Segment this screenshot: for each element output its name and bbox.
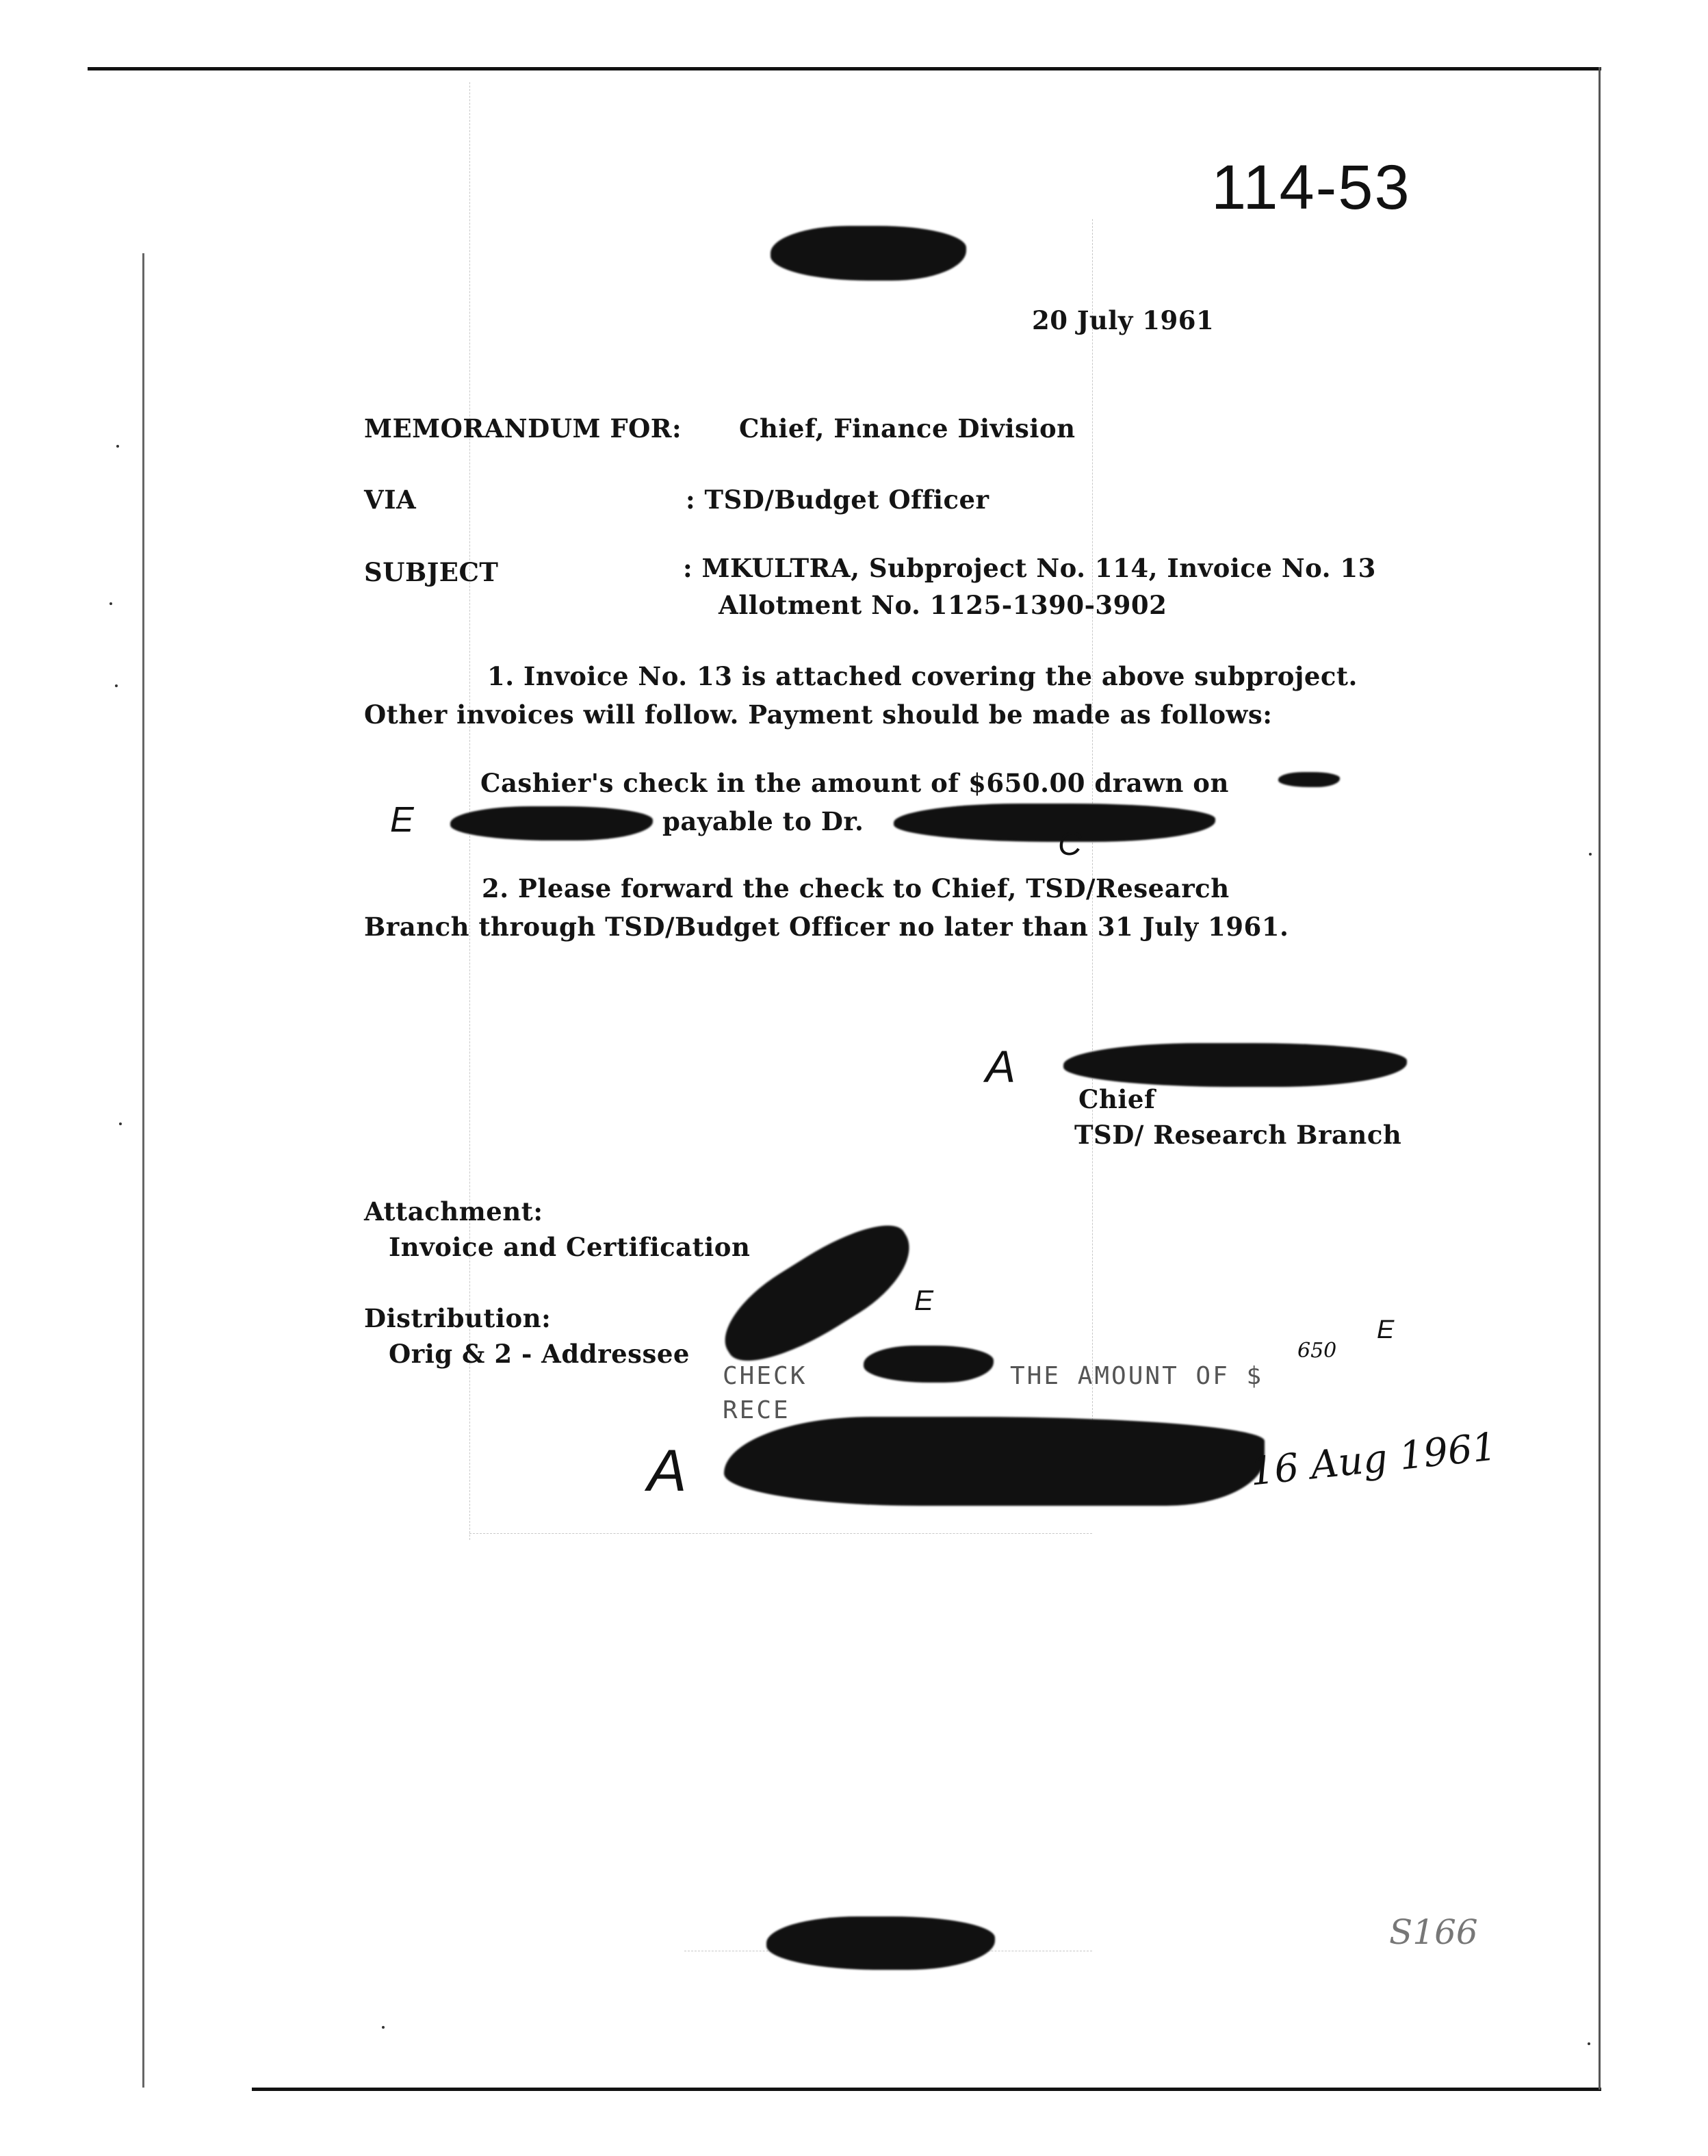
check-line1: Cashier's check in the amount of $650.00 drawn on <box>480 768 1229 798</box>
signature-title-1: Chief <box>1078 1084 1156 1114</box>
scan-speck <box>109 602 112 605</box>
redaction-top <box>771 226 966 281</box>
via-label: VIA <box>364 485 417 515</box>
signature-mark: A <box>985 1041 1016 1092</box>
bottom-border <box>252 2088 1601 2091</box>
handwritten-date: 16 Aug 1961 <box>1247 1424 1499 1495</box>
scan-speck <box>119 1122 122 1125</box>
stamp-line1-head: CHECK <box>723 1362 807 1390</box>
redaction-bank-name <box>450 806 653 840</box>
memo-for-label: MEMORANDUM FOR: <box>364 413 682 444</box>
right-edge-line <box>1599 67 1601 2090</box>
paragraph-1-line1: 1. Invoice No. 13 is attached covering the above subproject. <box>487 661 1358 691</box>
paragraph-2-line2: Branch through TSD/Budget Officer no later than 31 July 1961. <box>364 912 1289 942</box>
signature-title-2: TSD/ Research Branch <box>1074 1120 1402 1150</box>
redaction-bank <box>1278 772 1340 787</box>
stamp-amount-mark: E <box>1377 1316 1395 1344</box>
margin-mark-e: E <box>390 800 414 840</box>
subject-value-line2: Allotment No. 1125-1390-3902 <box>719 590 1167 620</box>
redaction-payee <box>894 804 1215 842</box>
paragraph-2-line1: 2. Please forward the check to Chief, TSD/Research <box>482 873 1230 903</box>
scan-speck <box>382 2026 385 2029</box>
receipt-mark: A <box>647 1438 687 1504</box>
margin-mark-e-attachment: E <box>914 1284 934 1316</box>
distribution-item: Orig & 2 - Addressee <box>389 1339 690 1369</box>
stamp-line2: RECE <box>723 1396 790 1424</box>
subject-label: SUBJECT <box>364 557 499 587</box>
top-border <box>88 67 1601 70</box>
stamp-amount: 650 <box>1297 1339 1337 1363</box>
left-edge-line <box>142 253 144 2088</box>
redaction-signature <box>1063 1043 1407 1087</box>
scan-speck <box>116 445 119 448</box>
scan-speck <box>1588 2042 1590 2045</box>
memo-date: 20 July 1961 <box>1032 305 1215 335</box>
scan-speck <box>1589 853 1592 856</box>
stamp-line1-tail: THE AMOUNT OF $ <box>1010 1362 1264 1390</box>
redaction-receipt-signature <box>724 1417 1265 1506</box>
attachment-item: Invoice and Certification <box>389 1232 751 1262</box>
guide-h-1 <box>469 1533 1092 1534</box>
distribution-label: Distribution: <box>364 1303 552 1333</box>
scan-speck <box>115 684 118 687</box>
document-number: 114-53 <box>1211 153 1411 222</box>
memo-for-value: Chief, Finance Division <box>739 413 1076 444</box>
redaction-stamp <box>864 1346 994 1383</box>
attachment-label: Attachment: <box>364 1196 543 1227</box>
via-value: : TSD/Budget Officer <box>686 485 989 515</box>
check-line2: payable to Dr. <box>662 806 864 836</box>
subject-value-line1: : MKULTRA, Subproject No. 114, Invoice No. 13 <box>683 553 1376 583</box>
page-code: S166 <box>1389 1912 1478 1952</box>
margin-mark-c: C <box>1058 826 1082 862</box>
paragraph-1-line2: Other invoices will follow. Payment should be made as follows: <box>364 700 1273 730</box>
redaction-bottom <box>766 1916 995 1970</box>
